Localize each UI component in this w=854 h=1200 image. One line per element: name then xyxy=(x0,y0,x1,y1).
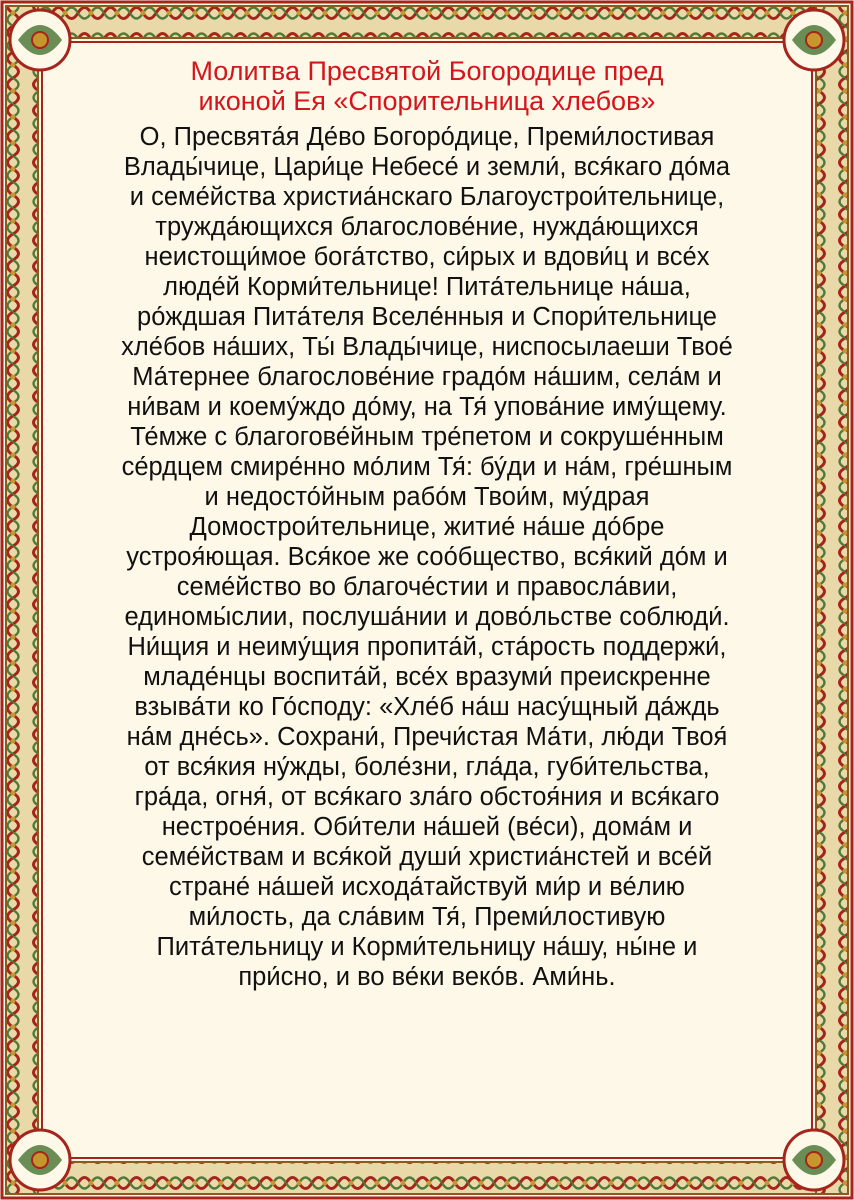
prayer-line: тружда́ющихся благослове́ние, нужда́ющихся xyxy=(155,213,699,241)
prayer-line: при́сно, и во ве́ки веко́в. Ами́нь. xyxy=(238,963,616,991)
prayer-line: стране́ на́шей исхода́тайствуй ми́р и ве́лию xyxy=(169,873,685,901)
prayer-line: взыва́ти ко Го́споду: «Хле́б на́ш насу́щный да́ждь xyxy=(134,693,720,721)
prayer-line: Ни́щия и неиму́щия пропита́й, ста́рость поддержи́, xyxy=(127,633,727,661)
prayer-line: устроя́ющая. Вся́кое же соо́бщество, вся́кий до́м и xyxy=(126,543,728,571)
title-line: Молитва Пресвятой Богородице пред xyxy=(190,56,664,86)
prayer-line: и семе́йства христиа́нскаго Благоустрои́тельнице, xyxy=(129,183,725,211)
prayer-line: Домострои́тельнице, житие́ на́ше до́бре xyxy=(189,513,665,541)
prayer-line: се́рдцем смире́нно мо́лим Тя́: бу́ди и на́м, гре́шным xyxy=(121,453,733,481)
prayer-line: ро́ждшая Пита́теля Вселе́нныя и Спори́тельнице xyxy=(137,303,717,331)
corner-ornament-bottom-right xyxy=(784,1130,844,1190)
prayer-line: неистощи́мое бога́тство, си́рых и вдови́ц и все́х xyxy=(144,243,710,271)
prayer-line: гра́да, огня́, от вся́каго зла́го обстоя́ния и вся́каго xyxy=(134,783,720,811)
prayer-line: от вся́кия ну́жды, боле́зни, гла́да, губи́тельства, xyxy=(144,753,710,781)
prayer-line: Пита́тельницу и Корми́тельницу на́шу, ны́не и xyxy=(156,933,698,961)
border-top xyxy=(6,6,848,38)
prayer-line: ми́лость, да сла́вим Тя́, Преми́лостивую xyxy=(188,903,666,931)
prayer-title xyxy=(52,56,802,116)
prayer-line: О, Пресвята́я Де́во Богоро́дице, Преми́лостивая xyxy=(139,123,715,151)
prayer-line: Ма́тернее благослове́ние градо́м на́шим, села́м и xyxy=(132,363,722,391)
prayer-line: ни́вам и коему́ждо до́му, на Тя́ упова́ние иму́щему. xyxy=(127,393,727,421)
prayer-line: хле́бов на́ших, Ты́ Влады́чице, ниспосылаеши Твое́ xyxy=(121,333,733,361)
prayer-line: младе́нцы воспита́й, все́х вразуми́ преискренне xyxy=(143,663,711,691)
corner-ornament-bottom-left xyxy=(10,1130,70,1190)
title-line: иконой Ея «Спорительница хлебов» xyxy=(198,86,656,116)
border-left xyxy=(6,6,38,1194)
prayer-line: люде́й Корми́тельнице! Пита́тельнице на́ша, xyxy=(163,273,691,301)
prayer-line: семе́йство во благоче́стии и правосла́вии, xyxy=(176,573,678,601)
prayer-line: Влады́чице, Цари́це Небесе́ и земли́, вся́каго до́ма xyxy=(123,153,731,181)
prayer-line: на́м дне́сь». Сохрани́, Пречи́стая Ма́ти, лю́ди Твоя́ xyxy=(126,723,728,751)
prayer-text xyxy=(52,122,802,992)
prayer-line: семе́йствам и вся́кой души́ христиа́нстей и все́й xyxy=(141,843,713,871)
prayer-line: Те́мже с благогове́йным тре́петом и сокруше́нным xyxy=(130,423,724,451)
border-right xyxy=(816,6,848,1194)
border-bottom xyxy=(6,1162,848,1194)
prayer-content xyxy=(52,56,802,992)
prayer-line: единомы́слии, послуша́нии и дово́льстве соблюди́. xyxy=(124,603,730,631)
prayer-line: нестрое́ния. Оби́тели на́шей (ве́си), дома́м и xyxy=(161,813,693,841)
prayer-line: и недосто́йным рабо́м Твои́м, му́драя xyxy=(204,483,650,511)
